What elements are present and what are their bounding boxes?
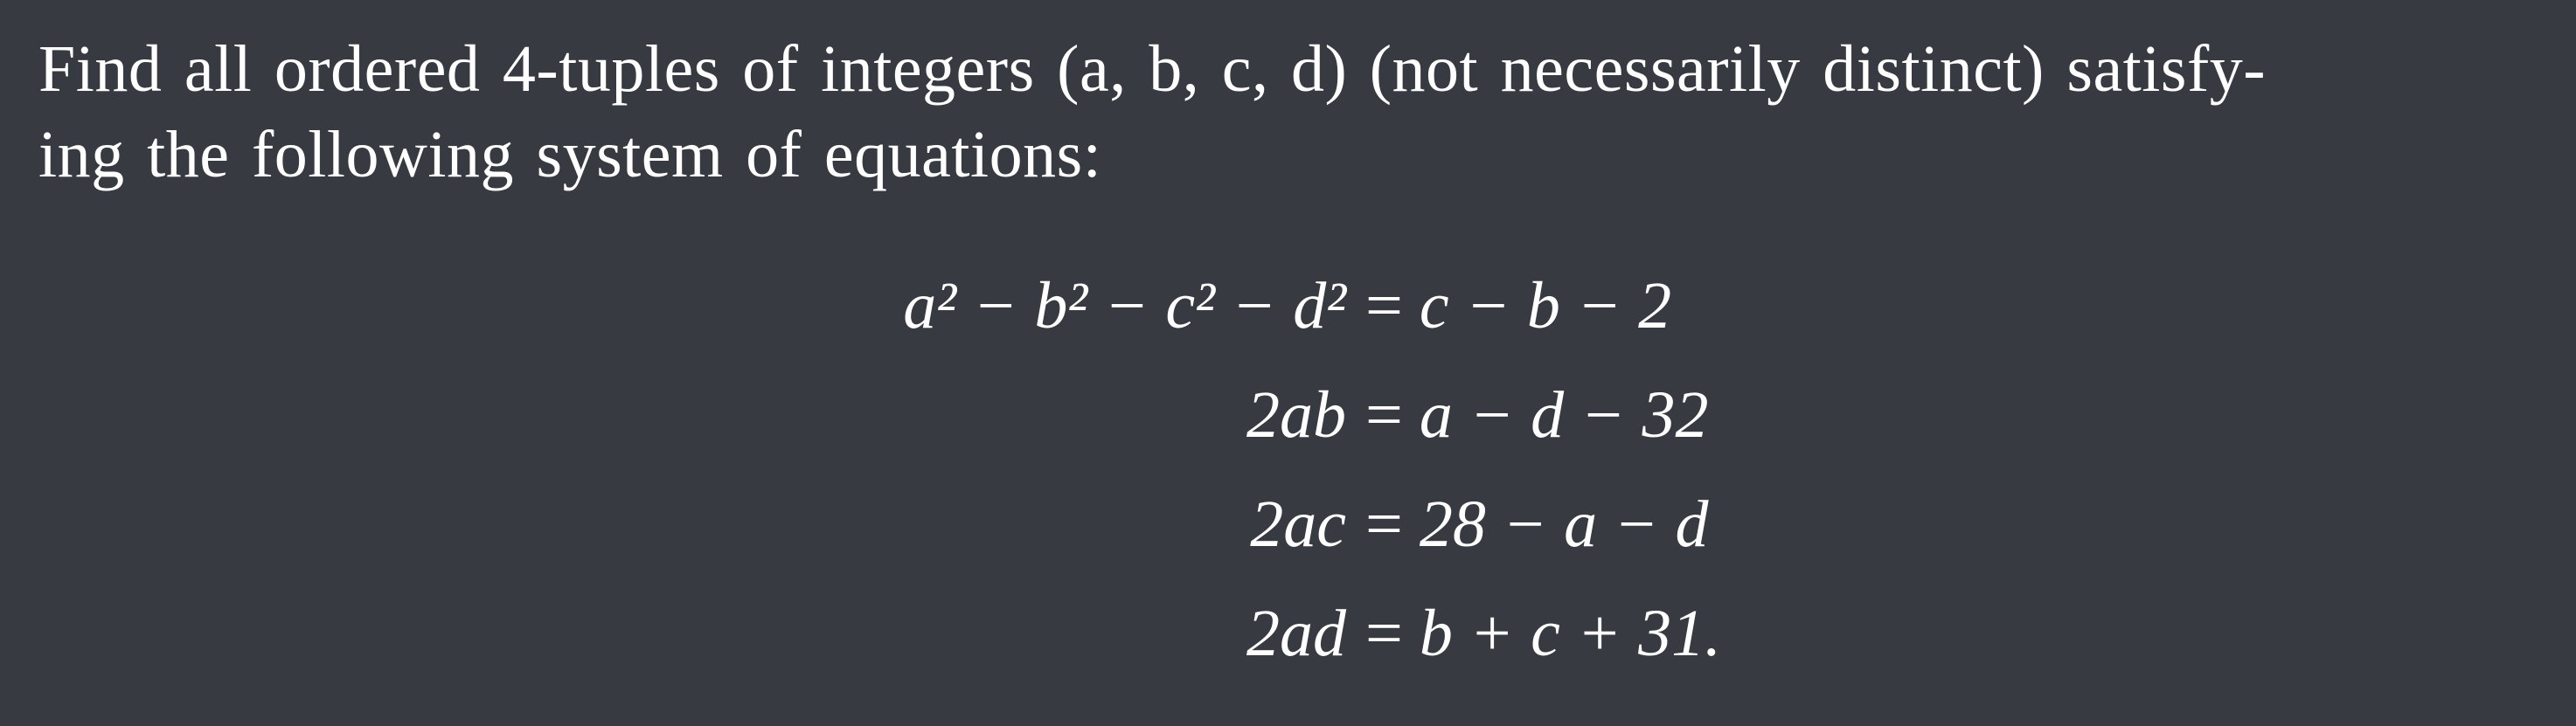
problem-line-2: ing the following system of equations: bbox=[38, 118, 1102, 191]
problem-line-1: Find all ordered 4-tuples of integers (a, b, c, d) (not necessarily distinct) satisfy- bbox=[38, 32, 2267, 106]
equation-row bbox=[0, 590, 2576, 677]
equation-lhs: 2ab bbox=[1246, 378, 1346, 452]
equals-sign: = bbox=[1365, 597, 1403, 670]
equation-row bbox=[0, 262, 2576, 349]
problem-statement bbox=[38, 26, 2538, 197]
equation-lhs: a² − b² − c² − d² bbox=[903, 269, 1346, 342]
equation-rhs-with-sign bbox=[1365, 481, 1708, 568]
equation-lhs: 2ad bbox=[1246, 597, 1346, 670]
equals-sign: = bbox=[1365, 269, 1403, 342]
equation-rhs: c − b − 2 bbox=[1419, 269, 1672, 342]
equation-row bbox=[0, 371, 2576, 459]
equation-rhs-with-sign bbox=[1365, 262, 1671, 349]
equation-rhs-with-sign bbox=[1365, 590, 1721, 677]
equals-sign: = bbox=[1365, 487, 1403, 561]
equation-rhs: a − d − 32 bbox=[1419, 378, 1709, 452]
equation-lhs: 2ac bbox=[1250, 487, 1346, 561]
equation-rhs-with-sign bbox=[1365, 371, 1708, 459]
equation-row bbox=[0, 481, 2576, 568]
equation-rhs: b + c + 31. bbox=[1419, 597, 1722, 670]
equals-sign: = bbox=[1365, 378, 1403, 452]
equation-rhs: 28 − a − d bbox=[1419, 487, 1709, 561]
